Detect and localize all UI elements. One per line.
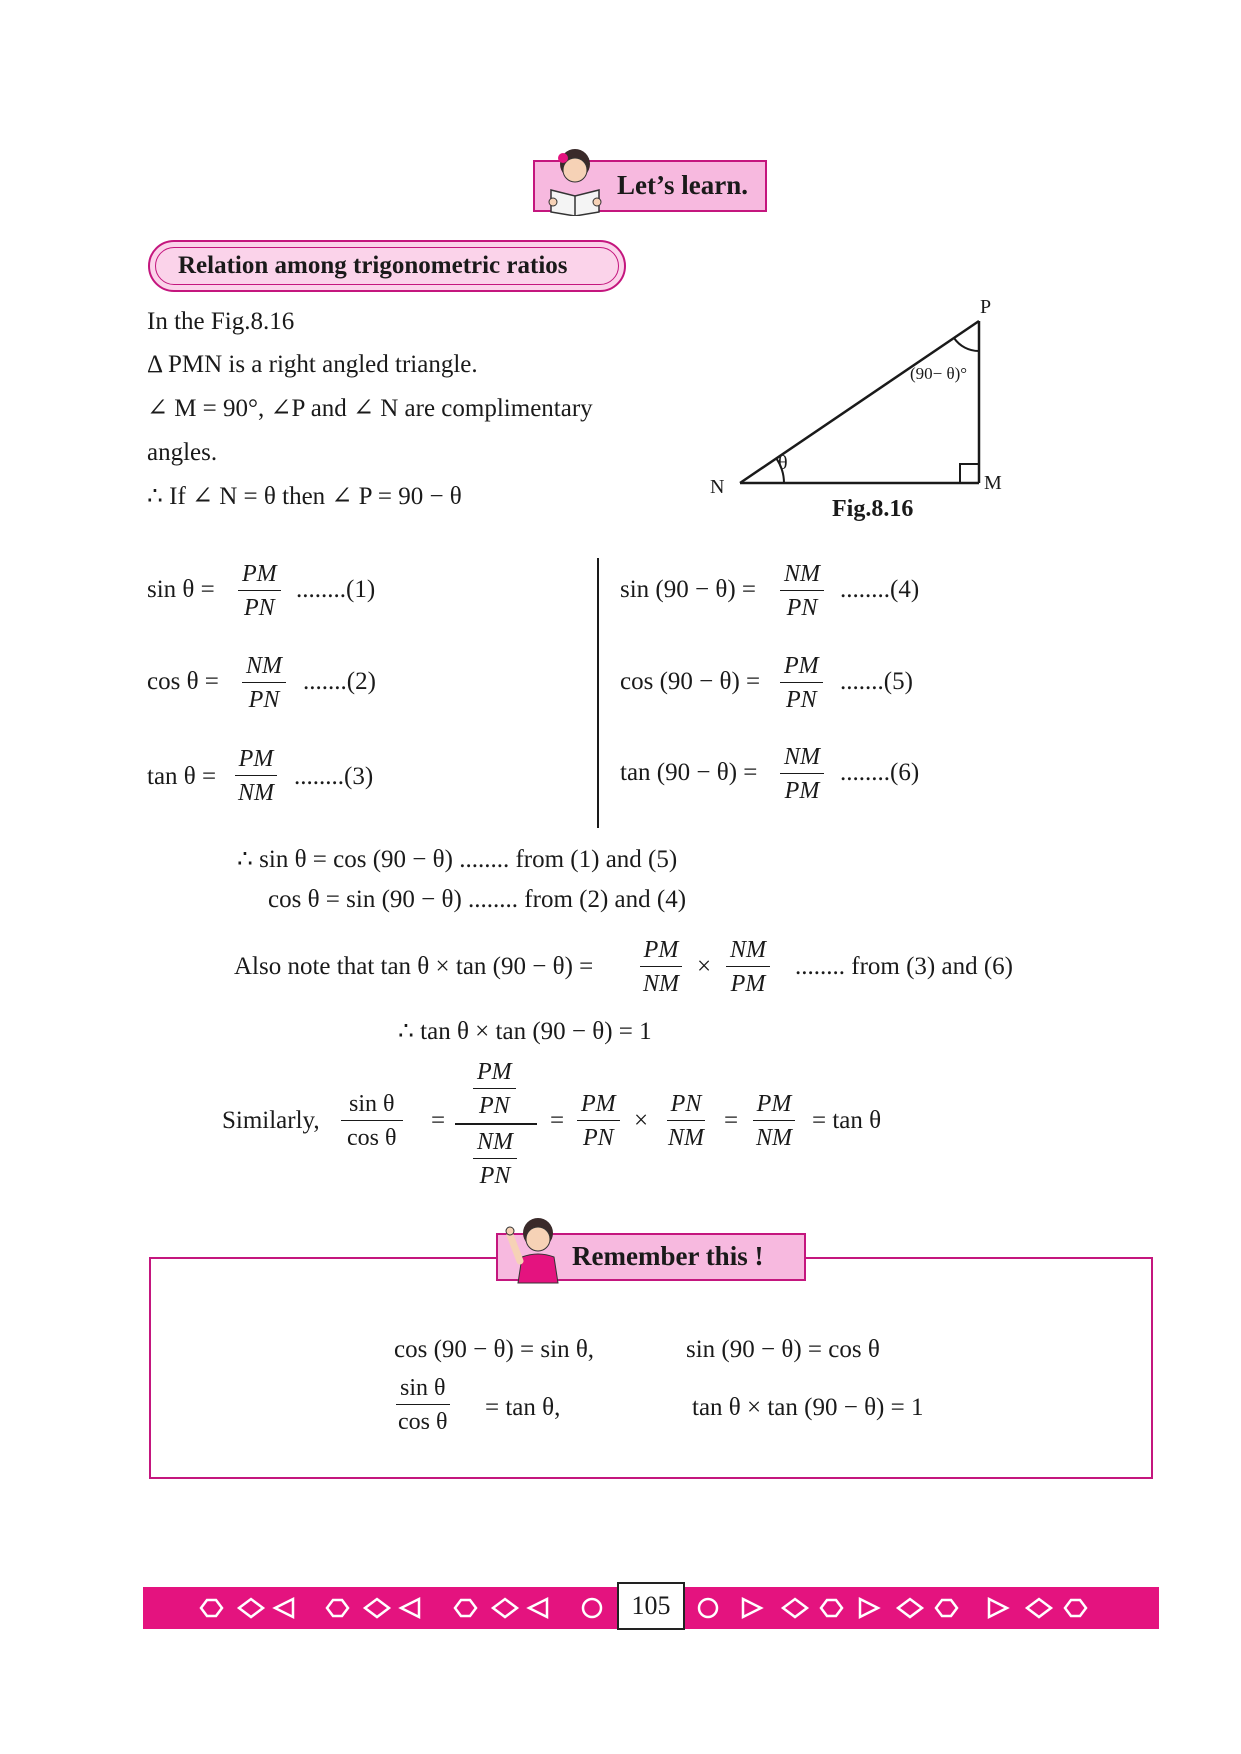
result-line-2: cos θ = sin (90 − θ) ........ from (2) and (4) bbox=[268, 886, 687, 913]
girl-reading-icon bbox=[543, 146, 607, 216]
ratio-3-den: NM bbox=[238, 780, 274, 806]
ratio-1-fraction bbox=[238, 560, 281, 622]
intro-line-2: Δ PMN is a right angled triangle. bbox=[147, 351, 478, 378]
ratio-1-ref: ........(1) bbox=[296, 576, 376, 603]
also-fraction-1 bbox=[639, 936, 683, 998]
remember-eq-3-rest: = tan θ, bbox=[485, 1394, 561, 1421]
ratio-2-lhs: cos θ = bbox=[147, 668, 219, 695]
similarly-f3-num: PM bbox=[577, 1090, 620, 1121]
ratio-6-num: NM bbox=[780, 743, 824, 774]
lets-learn-badge bbox=[533, 160, 767, 212]
similarly-f5-den: NM bbox=[756, 1125, 792, 1151]
also-ref: ........ from (3) and (6) bbox=[795, 953, 1013, 980]
angle-p-label: (90− θ)° bbox=[910, 364, 968, 383]
similarly-result: = tan θ bbox=[812, 1107, 882, 1134]
intro-line-1: In the Fig.8.16 bbox=[147, 308, 295, 335]
also-f2-den: PM bbox=[730, 971, 766, 997]
ratio-2-den: PN bbox=[248, 687, 280, 713]
ratio-3-num: PM bbox=[235, 745, 278, 776]
remember-title: Remember this ! bbox=[572, 1241, 764, 1271]
similarly-times: × bbox=[634, 1107, 649, 1134]
complex-top-fraction bbox=[473, 1058, 516, 1120]
similarly-f1-num: sin θ bbox=[341, 1090, 403, 1121]
remember-box bbox=[149, 1257, 1153, 1479]
remember-eq-3-fraction bbox=[394, 1374, 452, 1436]
ratio-6-fraction bbox=[780, 743, 824, 805]
complex-fraction bbox=[455, 1058, 535, 1188]
also-times: × bbox=[697, 953, 712, 980]
lets-learn-label: Let’s learn. bbox=[617, 170, 748, 200]
also-f1-num: PM bbox=[640, 936, 683, 967]
remember-eq-1: cos (90 − θ) = sin θ, bbox=[394, 1336, 595, 1363]
ratio-2-ref: .......(2) bbox=[303, 668, 376, 695]
intro-line-4: angles. bbox=[147, 439, 218, 466]
remember-eq-4: tan θ × tan (90 − θ) = 1 bbox=[692, 1394, 924, 1421]
complex-bot-den: PN bbox=[479, 1163, 511, 1189]
similarly-eq-3: = bbox=[724, 1107, 739, 1134]
complex-top-num: PM bbox=[473, 1058, 516, 1089]
section-title: Relation among trigonometric ratios bbox=[155, 247, 619, 285]
ratio-1-num: PM bbox=[238, 560, 281, 591]
similarly-f4-num: PN bbox=[667, 1090, 706, 1121]
boy-pointing-icon bbox=[502, 1213, 564, 1285]
complex-main-bar bbox=[455, 1123, 537, 1125]
right-angle-mark bbox=[960, 464, 979, 483]
ratio-1-lhs: sin θ = bbox=[147, 576, 215, 603]
similarly-eq-2: = bbox=[550, 1107, 565, 1134]
ratio-2-fraction bbox=[242, 652, 286, 714]
section-title-pill bbox=[148, 240, 626, 292]
similarly-f3-den: PN bbox=[582, 1125, 614, 1151]
ratio-4-lhs: sin (90 − θ) = bbox=[620, 576, 756, 603]
remember-eq-2: sin (90 − θ) = cos θ bbox=[686, 1336, 880, 1363]
angle-p-arc bbox=[954, 338, 979, 351]
result-line-3: ∴ tan θ × tan (90 − θ) = 1 bbox=[398, 1018, 652, 1045]
figure-caption: Fig.8.16 bbox=[832, 496, 914, 522]
ratio-5-lhs: cos (90 − θ) = bbox=[620, 668, 761, 695]
also-f2-num: NM bbox=[726, 936, 770, 967]
similarly-fraction-3 bbox=[577, 1090, 620, 1152]
remember-badge bbox=[496, 1233, 806, 1281]
remember-e3-den: cos θ bbox=[398, 1409, 448, 1435]
column-divider bbox=[597, 558, 599, 828]
vertex-p-label: P bbox=[980, 296, 992, 318]
also-fraction-2 bbox=[726, 936, 770, 998]
ratio-4-fraction bbox=[780, 560, 824, 622]
ratio-4-ref: ........(4) bbox=[840, 576, 920, 603]
similarly-fraction-4 bbox=[664, 1090, 708, 1152]
result-line-1: ∴ sin θ = cos (90 − θ) ........ from (1) and (5) bbox=[237, 846, 678, 873]
ratio-5-den: PN bbox=[785, 687, 817, 713]
intro-line-5: ∴ If ∠ N = θ then ∠ P = 90 − θ bbox=[147, 483, 462, 510]
angle-n-label: θ bbox=[778, 452, 788, 474]
right-triangle-figure bbox=[700, 290, 1020, 520]
complex-bot-num: NM bbox=[473, 1128, 517, 1159]
ratio-3-lhs: tan θ = bbox=[147, 763, 217, 790]
complex-bottom-fraction bbox=[473, 1128, 517, 1190]
ratio-3-ref: ........(3) bbox=[294, 763, 374, 790]
similarly-f5-num: PM bbox=[753, 1090, 796, 1121]
intro-line-3: ∠ M = 90°, ∠P and ∠ N are complimentary bbox=[147, 395, 593, 422]
ratio-6-den: PM bbox=[784, 778, 820, 804]
ratio-6-ref: ........(6) bbox=[840, 759, 920, 786]
similarly-eq-1: = bbox=[431, 1107, 446, 1134]
ratio-5-fraction bbox=[780, 652, 823, 714]
similarly-f1-den: cos θ bbox=[347, 1125, 397, 1151]
ratio-5-ref: .......(5) bbox=[840, 668, 913, 695]
ratio-4-den: PN bbox=[786, 595, 818, 621]
similarly-fraction-1 bbox=[341, 1090, 403, 1152]
ratio-4-num: NM bbox=[780, 560, 824, 591]
also-note-lhs: Also note that tan θ × tan (90 − θ) = bbox=[234, 953, 594, 980]
ratio-2-num: NM bbox=[242, 652, 286, 683]
complex-top-den: PN bbox=[478, 1093, 510, 1119]
ratio-6-lhs: tan (90 − θ) = bbox=[620, 759, 758, 786]
remember-e3-num: sin θ bbox=[396, 1374, 450, 1405]
ratio-1-den: PN bbox=[243, 595, 275, 621]
similarly-fraction-5 bbox=[752, 1090, 796, 1152]
ratio-3-fraction bbox=[234, 745, 278, 807]
vertex-m-label: M bbox=[984, 472, 1002, 494]
vertex-n-label: N bbox=[710, 476, 725, 498]
ratio-5-num: PM bbox=[780, 652, 823, 683]
similarly-label: Similarly, bbox=[222, 1107, 320, 1134]
similarly-f4-den: NM bbox=[668, 1125, 704, 1151]
also-f1-den: NM bbox=[643, 971, 679, 997]
page-number: 105 bbox=[617, 1582, 685, 1630]
